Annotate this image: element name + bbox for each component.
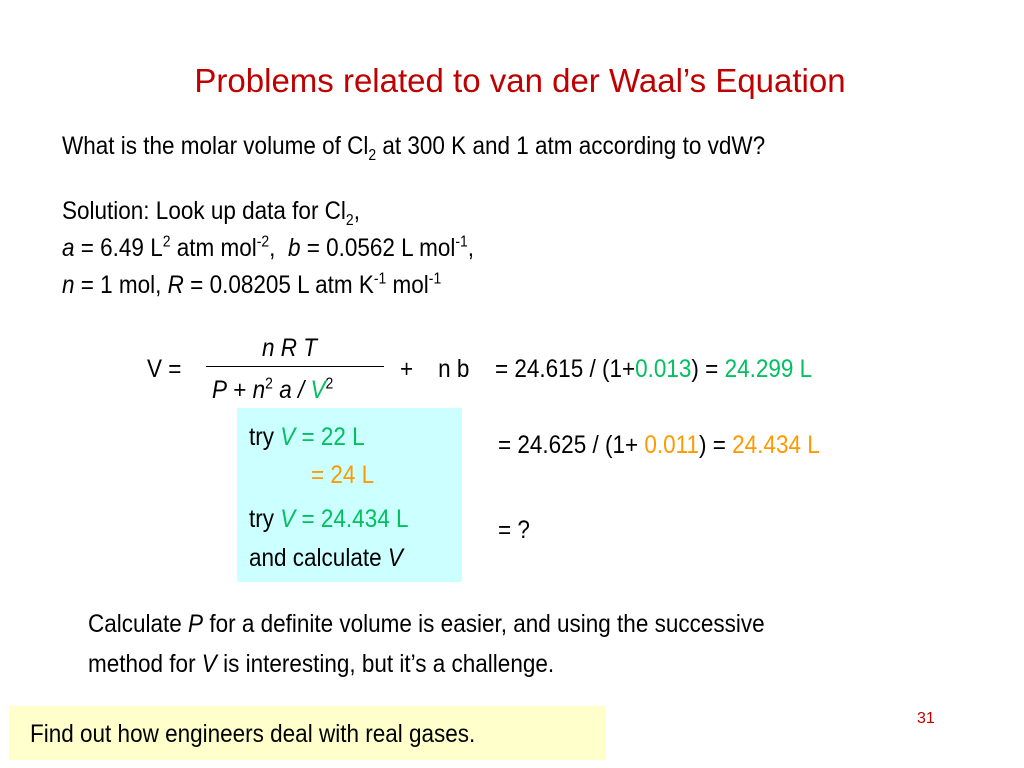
page-number: 31	[917, 710, 935, 727]
iteration-result-1: = 24.615 / (1+0.013) = 24.299 L	[495, 355, 813, 383]
fraction-bar	[206, 366, 384, 367]
trial-line-3: try V = 24.434 L	[249, 505, 409, 533]
trial-line-1: try V = 22 L	[249, 423, 365, 451]
gas-parameters: n = 1 mol, R = 0.08205 L atm $K^{-1}$ mol$^{-1}$	[62, 270, 442, 299]
solution-heading: Solution: Look up data for $Cl_2$,	[62, 197, 360, 229]
question-text: What is the molar volume of $Cl_2$ at 300 K and 1 atm according to vdW?	[62, 132, 766, 164]
note-line-1: Calculate P for a definite volume is easier, and using the successive	[88, 610, 765, 638]
trial-line-4: and calculate V	[249, 544, 403, 572]
equation-lhs: V =	[147, 355, 182, 383]
equation-numerator: n R T	[262, 334, 318, 362]
footer-text: Find out how engineers deal with real gases.	[30, 720, 476, 748]
slide-title: Problems related to van der Waal’s Equation	[194, 62, 846, 99]
trial-line-2: = 24 L	[311, 461, 375, 489]
note-line-2: method for V is interesting, but it’s a challenge.	[88, 650, 555, 678]
vdw-constants: a = 6.49 $L^2$ atm mol$^{-2}$, b = 0.0562 L mol$^{-1}$,	[62, 233, 475, 262]
iteration-result-2: = 24.625 / (1+ 0.011) = 24.434 L	[498, 431, 820, 459]
iteration-result-3: = ?	[498, 516, 530, 544]
equation-nb-term: + n b	[400, 355, 470, 383]
equation-denominator: $P + n^2$ a / $V^2$	[212, 375, 334, 404]
